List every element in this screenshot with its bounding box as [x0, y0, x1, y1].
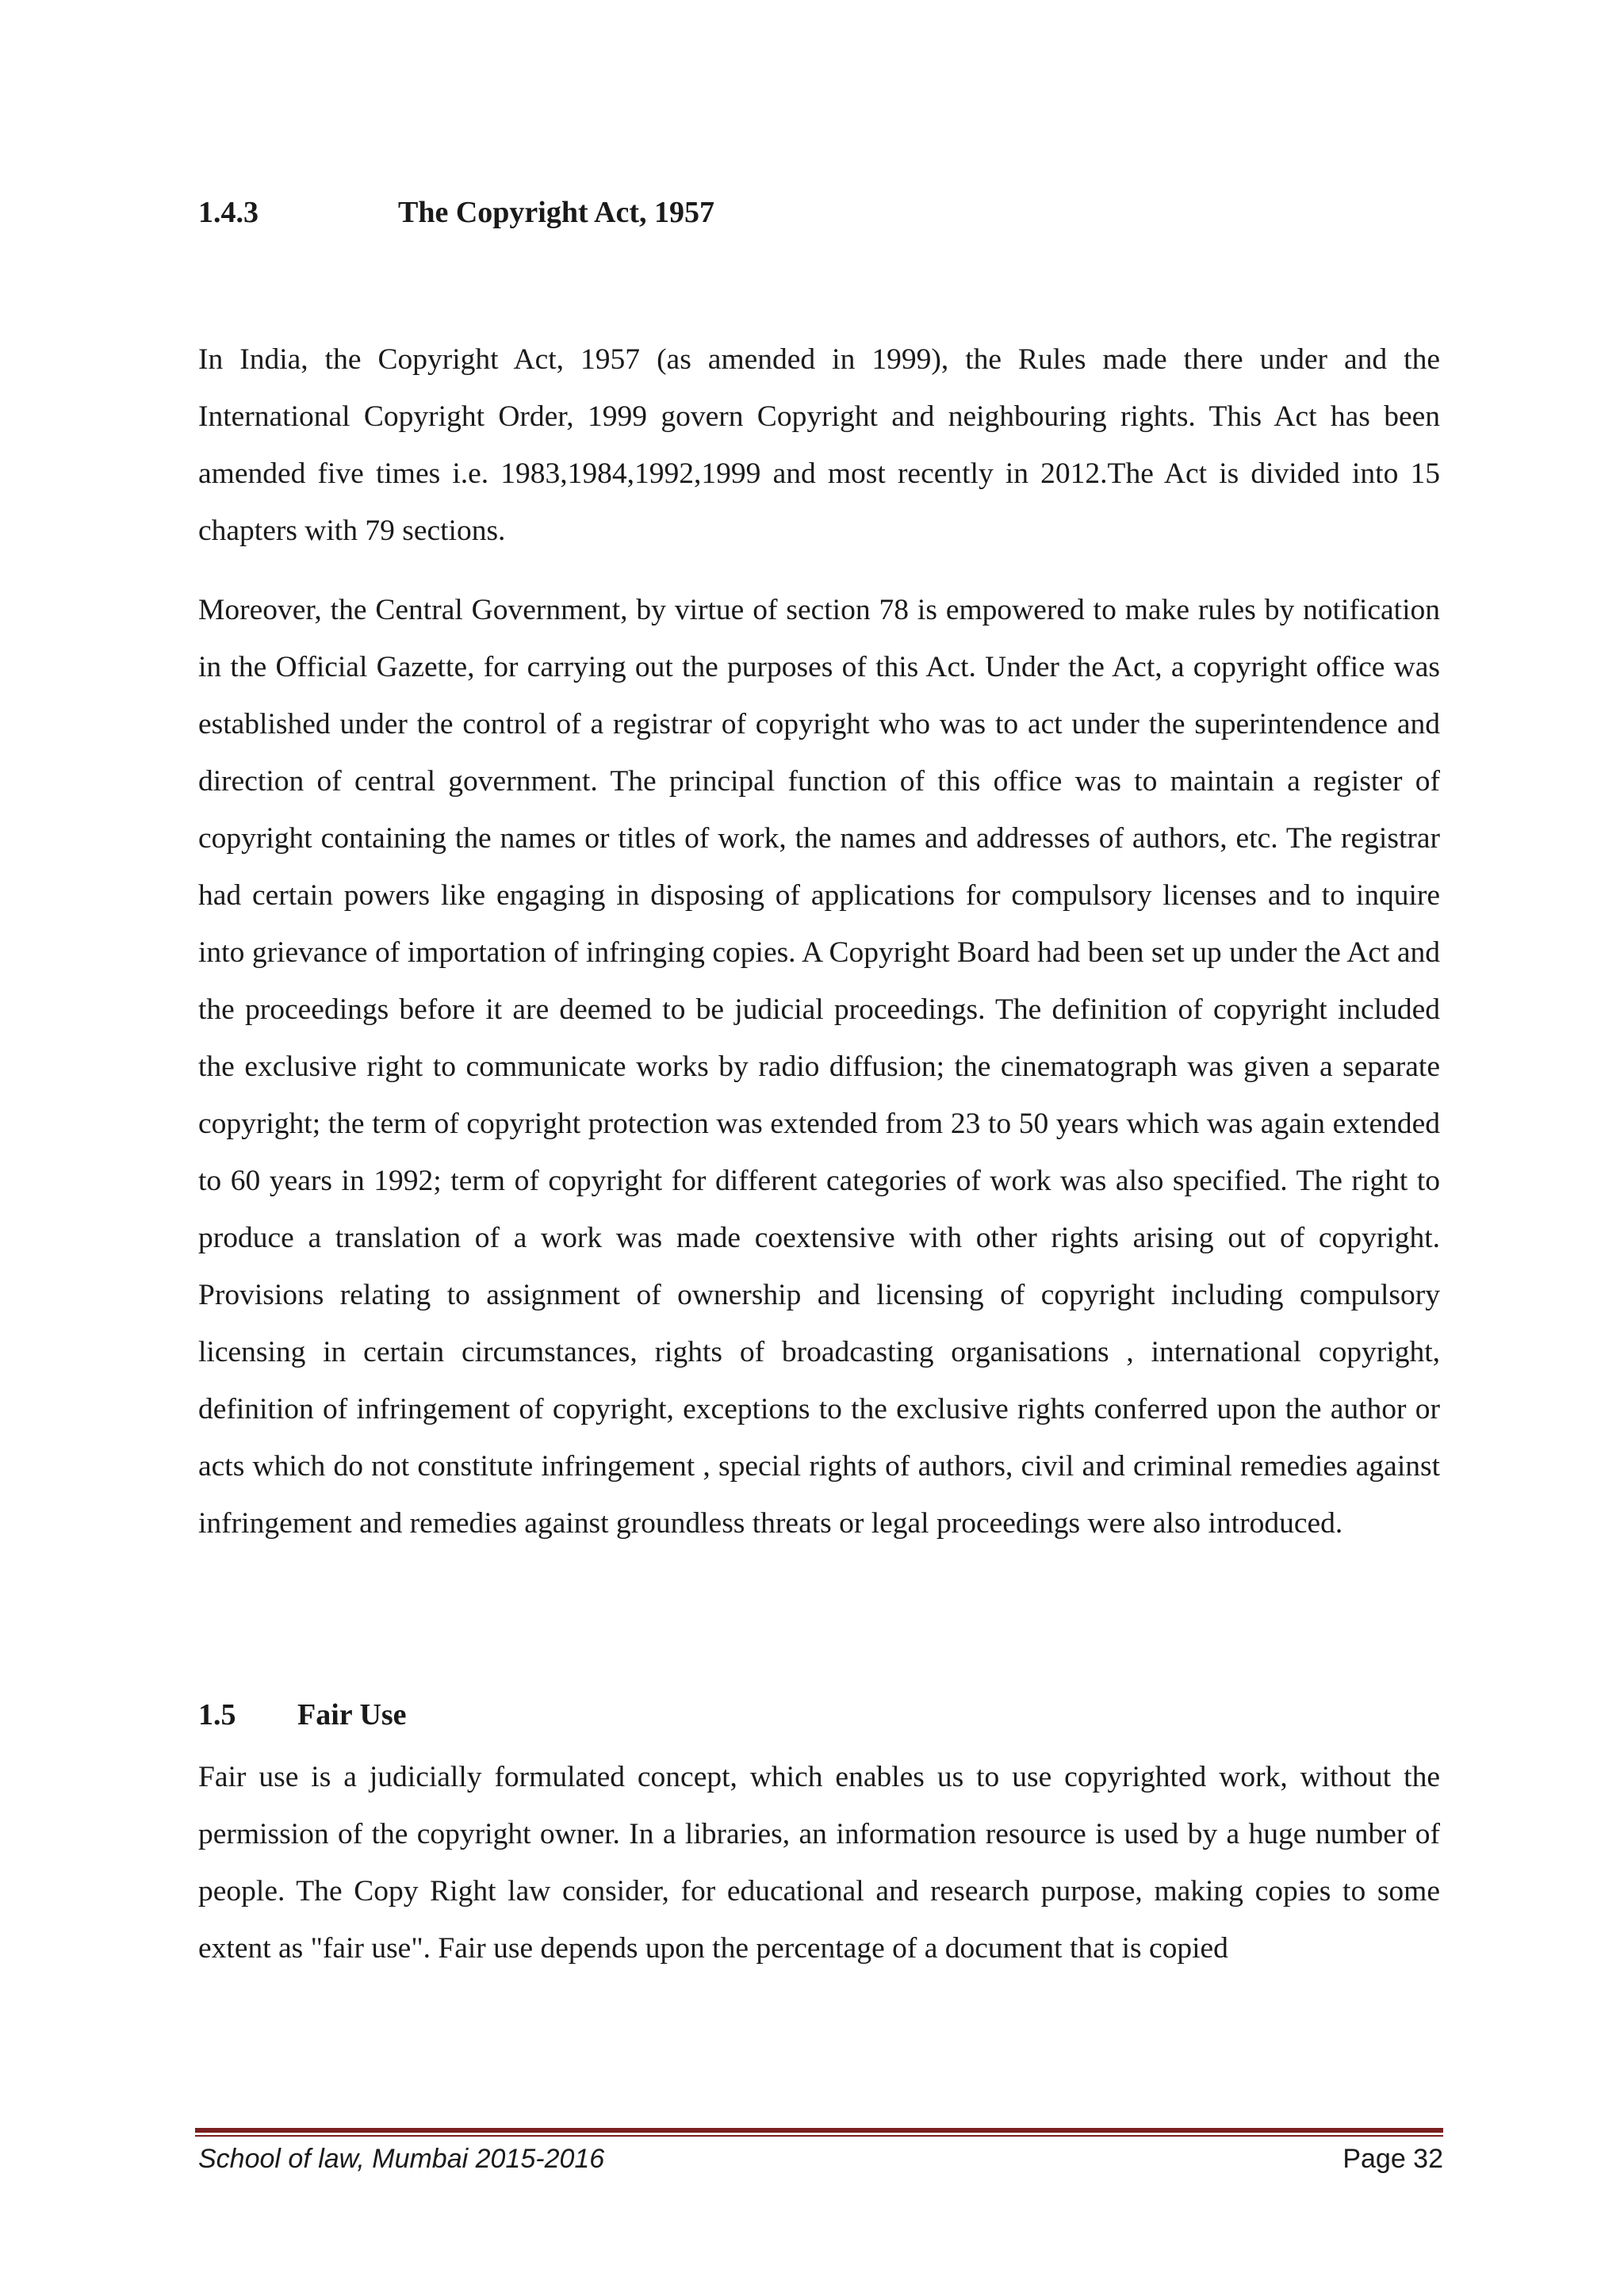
body-paragraph-2: Moreover, the Central Government, by virtue of section 78 is empowered to make rules by notification in the Official Gazette, for carrying out the purposes of this Act. Under the Act, a copyright office was established under the control of a registrar of copyright who was to act under the superintendence and direction of central government. The principal function of this office was to maintain a register of copyright containing the names or titles of work, the names and addresses of authors, etc. The registrar had certain powers like engaging in disposing of applications for compulsory licenses and to inquire into grievance of importation of infringing copies. A Copyright Board had been set up under the Act and the proceedings before it are deemed to be judicial proceedings. The definition of copyright included the exclusive right to communicate works by radio diffusion; the cinematograph was given a separate copyright; the term of copyright protection was extended from 23 to 50 years which was again extended to 60 years in 1992; term of copyright for different categories of work was also specified. The right to produce a translation of a work was made coextensive with other rights arising out of copyright. Provisions relating to assignment of ownership and licensing of copyright including compulsory licensing in certain circumstances, rights of broadcasting organisations , international copyright, definition of infringement of copyright, exceptions to the exclusive rights conferred upon the author or acts which do not constitute infringement , special rights of authors, civil and criminal remedies against infringement and remedies against groundless threats or legal proceedings were also introduced. [198, 594, 1440, 1540]
body-paragraph-fair-use: Fair use is a judicially formulated concept, which enables us to use copyrighted work, without the permission of the copyright owner. In a libraries, an information resource is used by a huge number of people. The Copy Right law consider, for educational and research purpose, making copies to some extent as "fair use". Fair use depends upon the percentage of a document that is copied [198, 1761, 1440, 1965]
section-heading-1-5 [198, 1697, 407, 1732]
section-title: Fair Use [297, 1698, 407, 1732]
section-heading-1-4-3 [198, 195, 714, 230]
footer-divider-thin [195, 2135, 1443, 2137]
body-paragraph-1: In India, the Copyright Act, 1957 (as amended in 1999), the Rules made there under and the International Copyright Order, 1999 govern Copyright and neighbouring rights. This Act has been amended five times i.e. 1983,1984,1992,1999 and most recently in 2012.The Act is divided into 15 chapters with 79 sections. [198, 343, 1440, 547]
footer-divider [195, 2128, 1443, 2137]
footer-page-number: Page 32 [1342, 2144, 1443, 2174]
section-number: 1.5 [198, 1698, 236, 1732]
section-number: 1.4.3 [198, 196, 259, 229]
footer-institution: School of law, Mumbai 2015-2016 [198, 2144, 605, 2174]
section-title: The Copyright Act, 1957 [398, 196, 714, 229]
footer-divider-thick [195, 2128, 1443, 2133]
